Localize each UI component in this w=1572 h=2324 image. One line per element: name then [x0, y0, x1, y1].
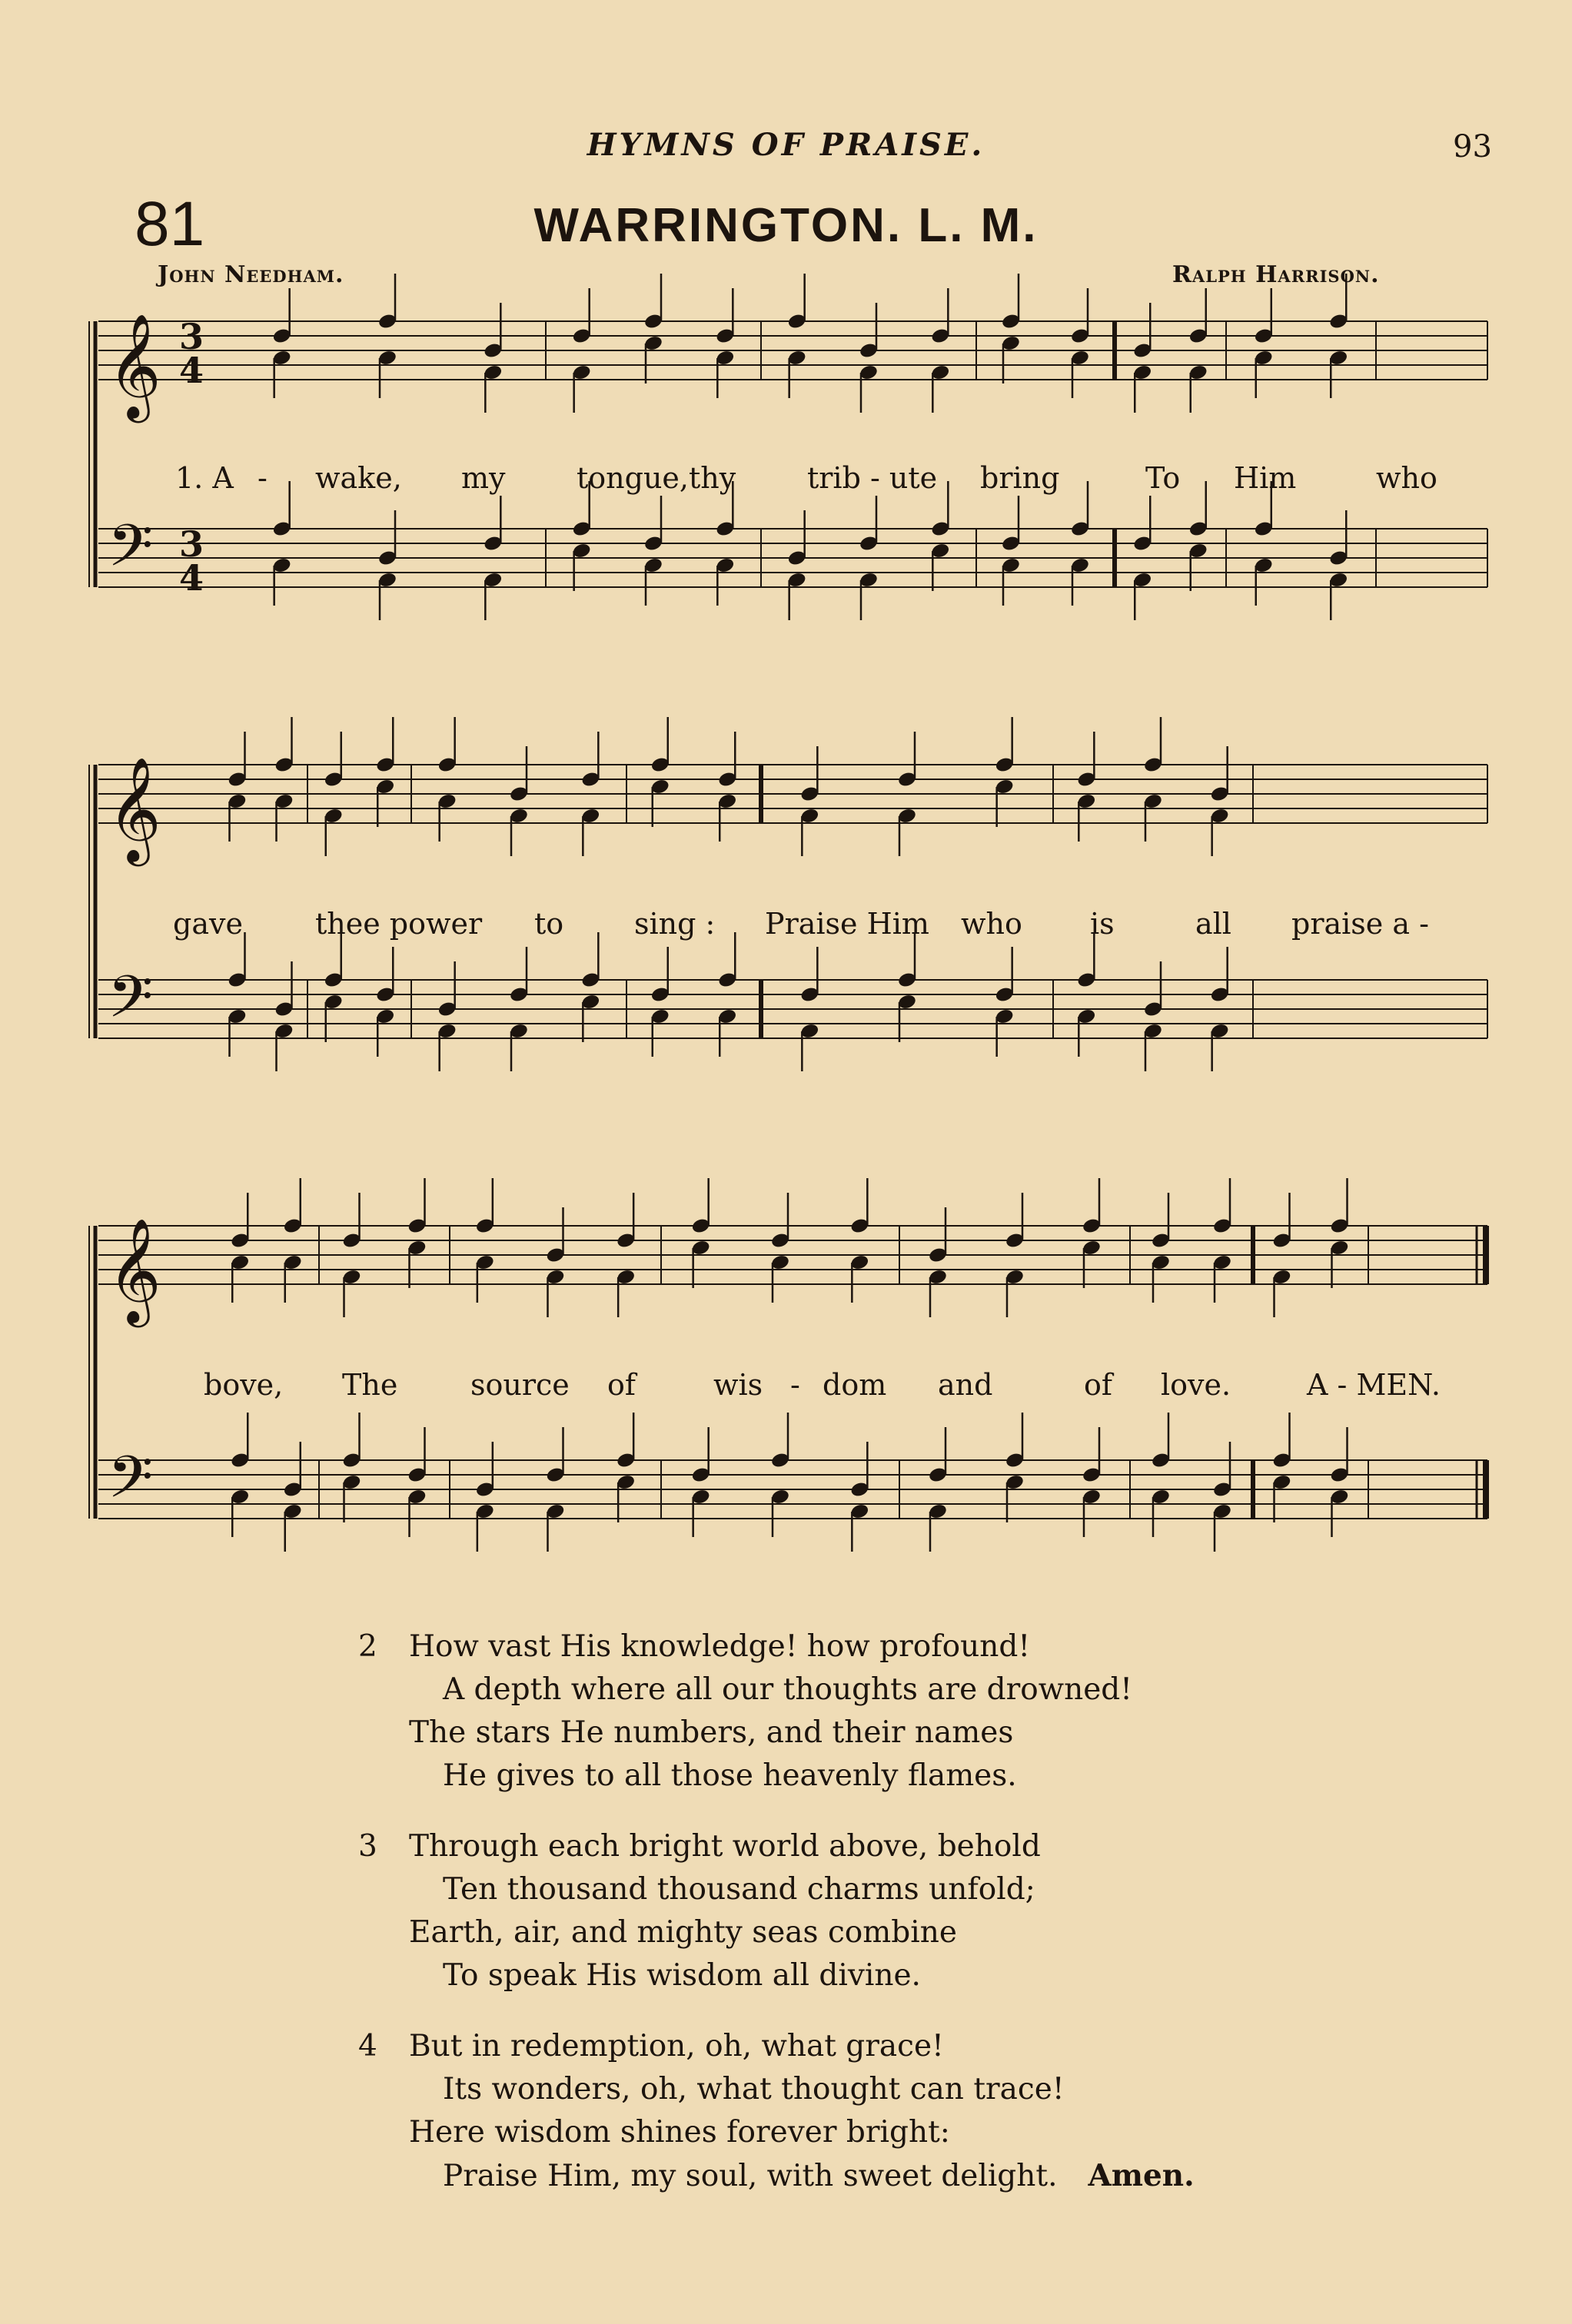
lyric-syllable: dom — [823, 1368, 887, 1402]
stanza-3 — [358, 1825, 1368, 1997]
lyric-syllable: tongue,thy — [577, 461, 736, 495]
verse-line: He gives to all those heavenly flames. — [443, 1758, 1017, 1793]
treble-clef-icon: 𝄞 — [108, 1217, 161, 1323]
composer-credit: Ralph Harrison. — [1172, 261, 1380, 288]
verse-line: Here wisdom shines forever bright: — [409, 2115, 950, 2150]
bass-clef-icon: 𝄢 — [108, 512, 154, 594]
time-signature-bottom: 4 — [179, 557, 204, 599]
stanza-number: 2 — [358, 1629, 377, 1664]
lyric-syllable: and — [938, 1368, 993, 1402]
lyric-syllable: of — [607, 1368, 636, 1402]
treble-clef-icon: 𝄞 — [108, 312, 161, 418]
lyric-syllable: gave — [173, 907, 243, 941]
lyric-syllable: to — [534, 907, 564, 941]
verse-line-text: Praise Him, my soul, with sweet delight. — [443, 2159, 1058, 2193]
lyric-syllable: - — [790, 1368, 800, 1402]
tune-title: WARRINGTON. L. M. — [533, 199, 1039, 252]
lyric-syllable: Praise Him — [765, 907, 929, 941]
lyric-syllable: The — [342, 1368, 398, 1402]
verse-line: A depth where all our thoughts are drowned! — [443, 1672, 1132, 1707]
lyric-syllable: wis — [713, 1368, 763, 1402]
time-signature-bottom: 4 — [179, 350, 204, 391]
verse-line: To speak His wisdom all divine. — [443, 1958, 921, 1993]
stanza-number: 3 — [358, 1829, 377, 1864]
lyric-syllable: thee power — [315, 907, 483, 941]
lyric-syllable: praise a - — [1291, 907, 1429, 941]
lyric-syllable: - — [258, 461, 268, 495]
stanza-4 — [358, 2025, 1368, 2198]
lyric-syllable: who — [1376, 461, 1437, 495]
page-number: 93 — [1453, 129, 1492, 164]
verse-line: Its wonders, oh, what thought can trace! — [443, 2072, 1065, 2107]
running-title: HYMNS OF PRAISE. — [587, 127, 985, 163]
lyric-syllable: bring — [980, 461, 1060, 495]
lyric-syllable: love. — [1161, 1368, 1231, 1402]
lyric-syllable: bove, — [204, 1368, 284, 1402]
final-bar — [1483, 1460, 1489, 1519]
lyric-syllable: my — [461, 461, 506, 495]
verses — [358, 1625, 1368, 2226]
bass-clef-icon: 𝄢 — [108, 963, 154, 1045]
verse-line: Earth, air, and mighty seas combine — [409, 1915, 957, 1950]
final-bar — [1483, 1226, 1489, 1284]
stanza-2 — [358, 1625, 1368, 1798]
verse-line: Through each bright world above, behold — [409, 1829, 1041, 1864]
verse-line — [369, 2154, 1368, 2198]
verse-line: Ten thousand thousand charms unfold; — [443, 1872, 1035, 1907]
lyric-syllable: A - MEN. — [1307, 1368, 1441, 1402]
hymn-number: 81 — [135, 189, 205, 259]
lyric-syllable: source — [470, 1368, 570, 1402]
lyric-syllable: all — [1195, 907, 1231, 941]
lyric-syllable: is — [1090, 907, 1115, 941]
author-credit: John Needham. — [158, 261, 344, 288]
lyric-syllable: sing : — [634, 907, 716, 941]
bass-clef-icon: 𝄢 — [108, 1443, 154, 1526]
time-signature-top: 3 — [179, 523, 204, 565]
verse-line: But in redemption, oh, what grace! — [409, 2029, 944, 2063]
stanza-number: 4 — [358, 2029, 377, 2063]
amen-final: Amen. — [1088, 2158, 1195, 2193]
verse-line: How vast His knowledge! how profound! — [409, 1629, 1031, 1664]
lyric-syllable: To — [1145, 461, 1181, 495]
treble-clef-icon: 𝄞 — [108, 755, 161, 862]
lyric-syllable: who — [961, 907, 1022, 941]
verse-line: The stars He numbers, and their names — [409, 1715, 1014, 1750]
lyric-syllable: wake, — [315, 461, 402, 495]
lyric-syllable: 1. A — [175, 461, 234, 495]
lyric-syllable: of — [1084, 1368, 1112, 1402]
time-signature-top: 3 — [179, 316, 204, 357]
lyric-syllable: Him — [1234, 461, 1297, 495]
lyric-syllable: trib - ute — [807, 461, 938, 495]
